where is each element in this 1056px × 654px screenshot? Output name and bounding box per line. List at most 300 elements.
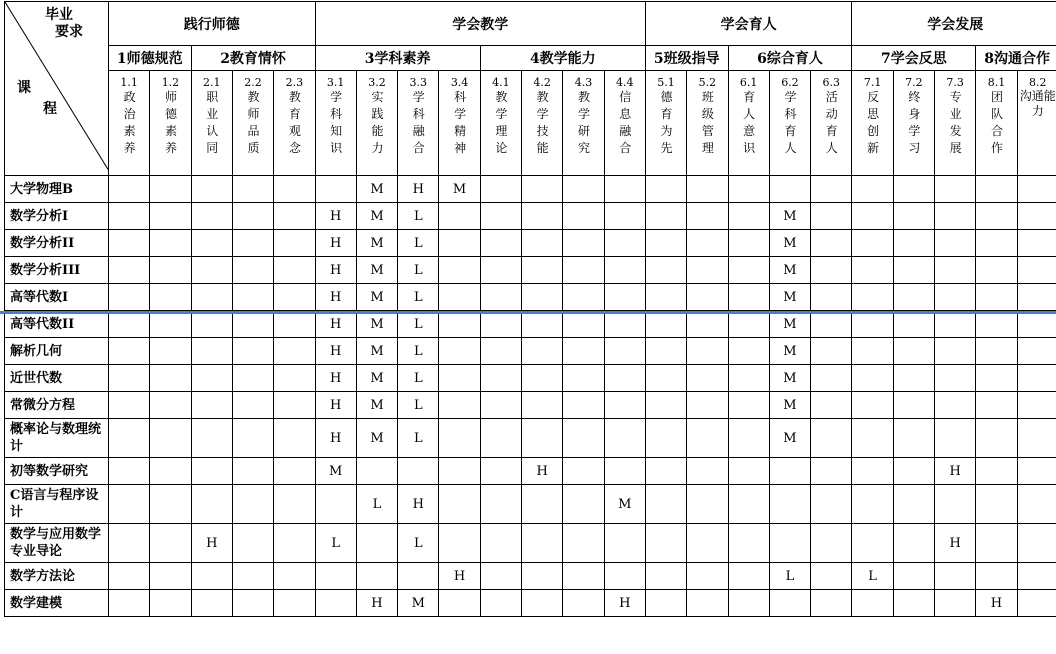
support-level-cell [852,590,893,617]
support-level-cell [232,392,273,419]
support-level-cell: L [398,203,439,230]
support-level-cell [439,257,480,284]
indicator-header [769,71,810,176]
support-level-cell [811,458,852,485]
support-level-cell [480,338,521,365]
support-level-cell [645,176,686,203]
support-level-cell [935,176,976,203]
table-row [5,257,1056,284]
support-level-cell [1017,590,1056,617]
support-level-cell [274,563,315,590]
support-level-cell [480,203,521,230]
support-level-cell [645,485,686,524]
support-level-cell [935,392,976,419]
support-level-cell [769,524,810,563]
support-level-cell: L [398,257,439,284]
support-level-cell: M [356,365,397,392]
indicator-header [439,71,480,176]
support-level-cell [976,257,1017,284]
support-level-cell [274,392,315,419]
table-row [5,203,1056,230]
support-level-cell [439,485,480,524]
support-level-cell [976,419,1017,458]
support-level-cell: M [769,311,810,338]
support-level-cell [563,419,604,458]
indicator-label: 反思创新 [867,90,880,155]
support-level-cell [604,338,645,365]
support-level-cell: H [315,284,356,311]
support-level-cell: M [356,257,397,284]
support-level-cell [480,230,521,257]
support-level-cell: L [398,284,439,311]
indicator-header [356,71,397,176]
support-level-cell [480,419,521,458]
support-level-cell [811,257,852,284]
support-level-cell: H [315,203,356,230]
support-level-cell [232,458,273,485]
support-level-cell [274,365,315,392]
support-level-cell [480,524,521,563]
support-level-cell [480,365,521,392]
support-level-cell [604,203,645,230]
indicator-code: 3.3 [409,76,428,89]
group-header: 学会育人 [645,2,852,46]
support-level-cell [893,524,934,563]
support-level-cell [893,392,934,419]
indicator-label: 活动育人 [825,90,838,155]
support-level-cell [1017,338,1056,365]
indicator-label: 师德素养 [164,90,177,155]
table-row [5,176,1056,203]
support-level-cell [522,365,563,392]
support-level-cell [109,485,150,524]
corner-bottom-char1: 课 [17,80,31,96]
support-level-cell [232,257,273,284]
course-name: 高等代数I [5,284,109,311]
support-level-cell [109,257,150,284]
support-level-cell: M [769,419,810,458]
support-level-cell [687,458,728,485]
indicator-header [893,71,934,176]
indicator-label: 沟通能力 [1019,89,1056,118]
support-level-cell [811,338,852,365]
support-level-cell [232,176,273,203]
support-level-cell: H [356,590,397,617]
indicator-label: 政治素养 [123,90,136,155]
support-level-cell [811,485,852,524]
support-level-cell: L [315,524,356,563]
indicator-header [811,71,852,176]
support-level-cell: L [356,485,397,524]
support-level-cell: H [935,458,976,485]
support-level-cell [604,311,645,338]
support-level-cell [150,257,191,284]
support-level-cell [439,311,480,338]
support-level-cell [976,176,1017,203]
support-level-cell [274,458,315,485]
indicator-header [852,71,893,176]
support-level-cell [191,257,232,284]
support-level-cell [191,419,232,458]
indicator-code: 4.3 [574,76,593,89]
support-level-cell: L [398,338,439,365]
support-level-cell [150,419,191,458]
support-level-cell [480,590,521,617]
indicator-label: 教学技能 [536,90,549,155]
indicator-label: 职业认同 [206,90,219,155]
indicator-code: 6.1 [739,76,758,89]
support-level-cell [728,590,769,617]
support-level-cell: M [315,458,356,485]
domain-header: 1师德规范 [109,46,192,71]
support-level-cell [439,524,480,563]
indicator-label: 教学理论 [495,90,508,155]
support-level-cell [522,230,563,257]
indicator-code: 3.2 [368,76,386,89]
support-level-cell [398,563,439,590]
support-level-cell [522,524,563,563]
support-level-cell [274,203,315,230]
support-level-cell [191,338,232,365]
domain-header-row [5,46,1056,71]
course-name: C语言与程序设计 [5,485,109,524]
support-level-cell [232,485,273,524]
support-level-cell [811,392,852,419]
support-level-cell [439,365,480,392]
support-level-cell [976,284,1017,311]
course-name: 近世代数 [5,365,109,392]
support-level-cell [604,458,645,485]
support-level-cell [935,338,976,365]
course-name: 数学分析I [5,203,109,230]
indicator-label: 终身学习 [908,90,921,155]
support-level-cell [150,458,191,485]
indicator-code: 6.3 [822,76,841,89]
support-level-cell [728,203,769,230]
row-divider-line [0,311,1056,314]
support-level-cell [852,230,893,257]
support-level-cell [109,458,150,485]
support-level-cell [935,230,976,257]
support-level-cell [1017,284,1056,311]
support-level-cell [687,485,728,524]
support-level-cell [191,590,232,617]
domain-header: 2教育情怀 [191,46,315,71]
indicator-code: 7.1 [863,76,882,89]
indicator-code: 8.2 [1029,76,1047,89]
indicator-code: 3.1 [326,76,345,89]
support-level-cell [935,590,976,617]
support-level-cell [604,392,645,419]
indicator-header [109,71,150,176]
support-level-cell [522,419,563,458]
support-level-cell [935,284,976,311]
domain-header: 4教学能力 [480,46,645,71]
support-level-cell [274,176,315,203]
support-level-cell [522,485,563,524]
support-level-cell [109,590,150,617]
support-level-cell [439,458,480,485]
support-level-cell [893,365,934,392]
support-level-cell [645,284,686,311]
support-level-cell [645,458,686,485]
support-level-cell [1017,203,1056,230]
support-level-cell [976,524,1017,563]
support-level-cell: H [398,176,439,203]
support-level-cell [191,392,232,419]
support-level-cell [935,419,976,458]
group-header: 学会教学 [315,2,645,46]
corner-bottom-char2: 程 [43,101,57,117]
support-level-cell [522,176,563,203]
table-row [5,284,1056,311]
support-level-cell [645,590,686,617]
support-level-cell [976,458,1017,485]
support-level-cell [191,563,232,590]
support-level-cell: H [398,485,439,524]
support-level-cell [976,485,1017,524]
support-level-cell [563,203,604,230]
indicator-header [563,71,604,176]
support-level-cell [439,203,480,230]
support-level-cell [1017,365,1056,392]
support-level-cell [604,419,645,458]
support-level-cell [1017,257,1056,284]
table-row [5,563,1056,590]
support-level-cell [480,563,521,590]
support-level-cell [687,590,728,617]
support-level-cell [976,311,1017,338]
table-row [5,524,1056,563]
support-level-cell [522,392,563,419]
indicator-code: 5.1 [657,76,675,89]
support-level-cell: M [356,392,397,419]
support-level-cell [604,563,645,590]
support-level-cell [439,284,480,311]
support-level-cell: M [356,284,397,311]
support-level-cell [232,419,273,458]
indicator-label: 实践能力 [371,90,384,155]
support-level-cell [109,419,150,458]
support-level-cell [769,458,810,485]
table-row [5,230,1056,257]
support-level-cell [522,311,563,338]
support-level-cell [645,338,686,365]
indicator-header [315,71,356,176]
support-level-cell [852,524,893,563]
indicator-label: 学科知识 [330,90,343,155]
support-level-cell: L [398,419,439,458]
indicator-header [604,71,645,176]
support-level-cell [728,365,769,392]
support-level-cell: H [976,590,1017,617]
support-level-cell [645,365,686,392]
support-level-cell [439,338,480,365]
support-level-cell [356,458,397,485]
support-level-cell: L [769,563,810,590]
support-level-cell [811,524,852,563]
support-level-cell [274,257,315,284]
table-row [5,365,1056,392]
support-level-cell [563,176,604,203]
support-level-cell [563,257,604,284]
table-row [5,419,1056,458]
support-level-cell [563,590,604,617]
indicator-label: 教育观念 [288,90,301,155]
indicator-code: 4.4 [616,76,634,89]
support-level-cell [232,230,273,257]
support-level-cell [191,458,232,485]
support-level-cell [687,419,728,458]
support-level-cell: M [356,203,397,230]
support-level-cell [563,392,604,419]
support-level-cell [150,590,191,617]
support-level-cell [480,284,521,311]
indicator-label: 育人意识 [743,90,756,155]
indicator-label: 德育为先 [660,90,673,155]
indicator-code: 2.2 [244,76,262,89]
support-level-cell [480,311,521,338]
support-level-cell [728,257,769,284]
support-level-cell [191,365,232,392]
support-level-cell [232,365,273,392]
support-level-cell [852,485,893,524]
table-row [5,392,1056,419]
support-level-cell [439,230,480,257]
support-level-cell: M [604,485,645,524]
support-level-cell [893,230,934,257]
support-level-cell [645,257,686,284]
support-level-cell [522,563,563,590]
support-level-cell [439,590,480,617]
support-level-cell [150,284,191,311]
support-level-cell [563,485,604,524]
support-level-cell [728,392,769,419]
support-level-cell [728,563,769,590]
course-name: 大学物理B [5,176,109,203]
support-level-cell [976,230,1017,257]
support-level-cell [687,524,728,563]
support-level-cell [935,311,976,338]
indicator-label: 科学精神 [454,90,467,155]
support-level-cell [274,524,315,563]
support-level-cell [480,458,521,485]
support-level-cell: M [769,230,810,257]
support-level-cell [563,284,604,311]
table-row [5,338,1056,365]
support-level-cell: H [315,419,356,458]
support-level-cell [935,563,976,590]
support-level-cell [563,524,604,563]
support-level-cell [852,284,893,311]
support-level-cell [150,203,191,230]
support-level-cell [893,485,934,524]
support-level-cell [893,311,934,338]
support-level-cell: H [315,311,356,338]
support-level-cell [1017,176,1056,203]
support-level-cell [191,176,232,203]
support-level-cell [232,284,273,311]
support-level-cell [728,230,769,257]
course-requirement-matrix [4,1,1056,617]
support-level-cell [356,524,397,563]
indicator-header-row [5,71,1056,176]
course-name: 常微分方程 [5,392,109,419]
indicator-code: 1.2 [161,76,180,89]
support-level-cell [811,365,852,392]
indicator-label: 教师品质 [247,90,260,155]
support-level-cell [893,458,934,485]
support-level-cell [1017,311,1056,338]
indicator-label: 信息融合 [619,90,632,155]
support-level-cell [232,338,273,365]
support-level-cell [852,176,893,203]
domain-header: 7学会反思 [852,46,976,71]
support-level-cell [811,590,852,617]
support-level-cell [1017,524,1056,563]
support-level-cell [109,311,150,338]
support-level-cell [315,176,356,203]
support-level-cell [563,338,604,365]
indicator-header [645,71,686,176]
support-level-cell [232,203,273,230]
indicator-code: 1.1 [120,76,138,89]
support-level-cell [274,338,315,365]
support-level-cell: M [356,338,397,365]
table-row [5,485,1056,524]
support-level-cell: M [356,311,397,338]
domain-header: 3学科素养 [315,46,480,71]
support-level-cell [728,338,769,365]
indicator-header [728,71,769,176]
support-level-cell [1017,563,1056,590]
support-level-cell [150,176,191,203]
support-level-cell [109,230,150,257]
support-level-cell: M [356,176,397,203]
support-level-cell [687,176,728,203]
support-level-cell [563,563,604,590]
support-level-cell: L [852,563,893,590]
indicator-code: 5.2 [698,76,717,89]
indicator-label: 学科融合 [412,90,425,155]
support-level-cell: M [356,419,397,458]
support-level-cell [109,365,150,392]
support-level-cell [604,284,645,311]
support-level-cell [687,257,728,284]
support-level-cell [769,590,810,617]
support-level-cell [852,458,893,485]
support-level-cell: H [604,590,645,617]
support-level-cell [893,257,934,284]
support-level-cell [232,524,273,563]
support-level-cell [480,485,521,524]
corner-top-line1: 毕业 [45,7,73,23]
support-level-cell [645,419,686,458]
support-level-cell [398,458,439,485]
support-level-cell [439,392,480,419]
support-level-cell: H [315,338,356,365]
support-level-cell [232,563,273,590]
support-level-cell [356,563,397,590]
support-level-cell [522,257,563,284]
support-level-cell [728,485,769,524]
course-name: 初等数学研究 [5,458,109,485]
support-level-cell [976,365,1017,392]
support-level-cell [852,311,893,338]
support-level-cell [604,524,645,563]
support-level-cell [522,590,563,617]
support-level-cell [645,392,686,419]
